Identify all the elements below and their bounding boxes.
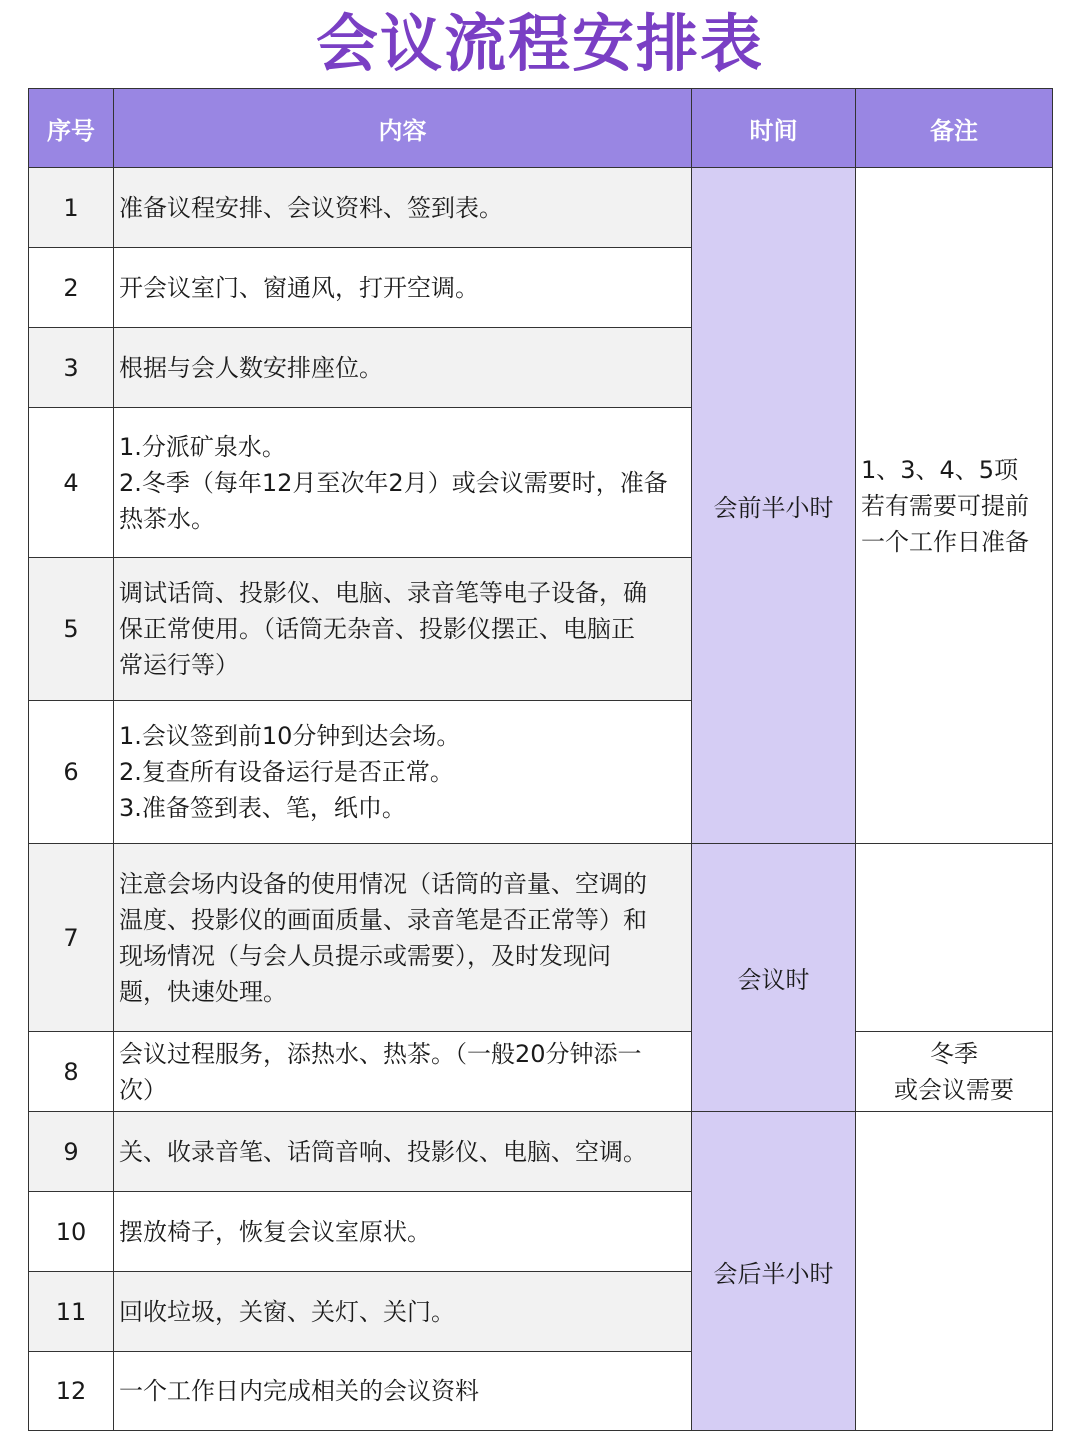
note-line: 或会议需要 xyxy=(894,1075,1014,1104)
row-content xyxy=(114,701,692,844)
content-line: 题，快速处理。 xyxy=(119,977,287,1006)
time-during-meeting: 会议时 xyxy=(692,844,856,1112)
row-content xyxy=(114,844,692,1032)
note-line: 若有需要可提前 xyxy=(861,491,1029,520)
row-number: 9 xyxy=(29,1112,114,1192)
content-line: 关、收录音笔、话筒音响、投影仪、电脑、空调。 xyxy=(119,1137,647,1166)
row-number: 5 xyxy=(29,558,114,701)
content-line: 3.准备签到表、笔，纸巾。 xyxy=(119,794,406,822)
note-line: 冬季 xyxy=(930,1039,978,1068)
note-empty xyxy=(856,844,1053,1032)
content-line: 准备议程安排、会议资料、签到表。 xyxy=(119,193,503,222)
row-content xyxy=(114,1112,692,1192)
content-line: 会议过程服务，添热水、热茶。（一般20分钟添一 xyxy=(119,1039,642,1068)
note-before-meeting xyxy=(856,168,1053,844)
row-content xyxy=(114,1192,692,1272)
table-row xyxy=(29,844,1053,1032)
row-number: 7 xyxy=(29,844,114,1032)
time-after-meeting: 会后半小时 xyxy=(692,1112,856,1431)
row-content xyxy=(114,1272,692,1352)
row-content xyxy=(114,1352,692,1431)
row-content xyxy=(114,168,692,248)
note-line: 1、3、4、5项 xyxy=(861,455,1019,484)
note-empty xyxy=(856,1112,1053,1431)
content-line: 2.冬季（每年12月至次年2月）或会议需要时，准备 xyxy=(119,468,668,497)
row-content xyxy=(114,558,692,701)
content-line: 2.复查所有设备运行是否正常。 xyxy=(119,758,454,786)
header-note: 备注 xyxy=(856,89,1053,168)
content-line: 温度、投影仪的画面质量、录音笔是否正常等）和 xyxy=(119,905,647,934)
content-line: 次） xyxy=(119,1075,167,1104)
row-number: 3 xyxy=(29,328,114,408)
row-number: 12 xyxy=(29,1352,114,1431)
row-content xyxy=(114,248,692,328)
table-row xyxy=(29,1032,1053,1112)
note-row-8 xyxy=(856,1032,1053,1112)
content-line: 1.分派矿泉水。 xyxy=(119,432,286,461)
content-line: 注意会场内设备的使用情况（话筒的音量、空调的 xyxy=(119,869,647,898)
content-line: 开会议室门、窗通风，打开空调。 xyxy=(119,273,479,302)
row-number: 11 xyxy=(29,1272,114,1352)
content-line: 一个工作日内完成相关的会议资料 xyxy=(119,1377,479,1405)
row-number: 1 xyxy=(29,168,114,248)
content-line: 热茶水。 xyxy=(119,504,215,533)
content-line: 1.会议签到前10分钟到达会场。 xyxy=(119,722,461,750)
content-line: 回收垃圾，关窗、关灯、关门。 xyxy=(119,1297,455,1326)
content-line: 常运行等） xyxy=(119,651,239,679)
time-before-meeting: 会前半小时 xyxy=(692,168,856,844)
header-time: 时间 xyxy=(692,89,856,168)
header-content: 内容 xyxy=(114,89,692,168)
row-content xyxy=(114,408,692,558)
table-row xyxy=(29,168,1053,248)
row-number: 4 xyxy=(29,408,114,558)
page-title: 会议流程安排表 xyxy=(315,7,764,80)
row-content xyxy=(114,1032,692,1112)
row-number: 10 xyxy=(29,1192,114,1272)
row-number: 2 xyxy=(29,248,114,328)
meeting-schedule-table xyxy=(28,88,1053,1431)
table-header-row xyxy=(29,89,1053,168)
note-line: 一个工作日准备 xyxy=(861,527,1029,556)
row-number: 6 xyxy=(29,701,114,844)
header-seq: 序号 xyxy=(29,89,114,168)
content-line: 调试话筒、投影仪、电脑、录音笔等电子设备，确 xyxy=(119,579,647,607)
content-line: 根据与会人数安排座位。 xyxy=(119,353,383,382)
table-row xyxy=(29,1112,1053,1192)
content-line: 摆放椅子，恢复会议室原状。 xyxy=(119,1217,431,1246)
content-line: 现场情况（与会人员提示或需要），及时发现问 xyxy=(119,941,611,970)
content-line: 保正常使用。（话筒无杂音、投影仪摆正、电脑正 xyxy=(119,615,635,643)
row-number: 8 xyxy=(29,1032,114,1112)
row-content xyxy=(114,328,692,408)
